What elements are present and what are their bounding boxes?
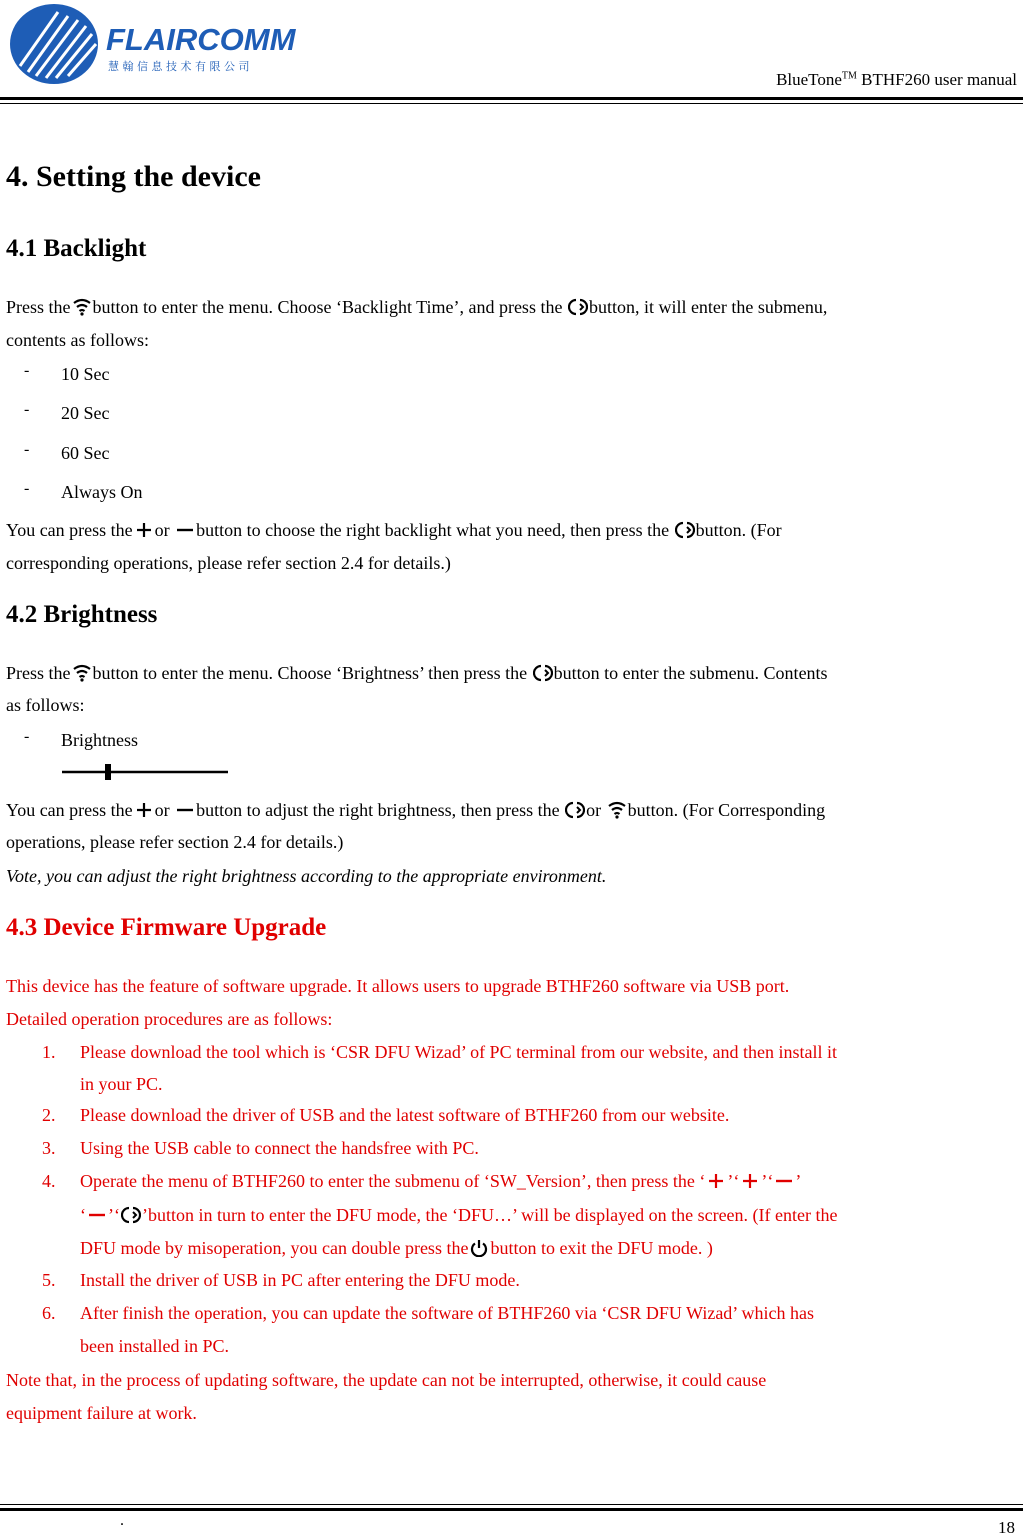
backlight-paragraph-2: You can press the or button to choose the right backlight what you need, then press the button. (For [6,520,782,540]
confirm-icon [533,664,553,682]
list-dash: - [24,362,30,379]
step-text: Please download the tool which is ‘CSR DFU Wizad’ of PC terminal from our website, and then install it [80,1042,838,1062]
step-text: in your PC. [80,1074,163,1094]
backlight-option: 10 Sec [61,364,110,384]
brightness-slider [62,762,230,782]
step-text: After finish the operation, you can update the software of BTHF260 via ‘CSR DFU Wizad’ which has [80,1303,814,1323]
backlight-option: Always On [61,482,143,502]
step-text: Using the USB cable to connect the handsfree with PC. [80,1138,479,1158]
step-text: DFU mode by misoperation, you can double press the button to exit the DFU mode. ) [80,1238,713,1258]
brightness-paragraph-1: Press the button to enter the menu. Choose ‘Brightness’ then press the button to enter the submenu. Contents [6,663,828,683]
page-number: 18 [998,1518,1015,1537]
list-dash: - [24,480,30,497]
step-number: 2. [42,1105,56,1125]
brightness-paragraph-1-cont: as follows: [6,695,85,715]
header-rule-thin [0,103,1023,104]
confirm-icon [675,521,695,539]
step-number: 3. [42,1138,56,1158]
step-number: 6. [42,1303,56,1323]
menu-icon [72,664,92,682]
plus-icon [134,801,154,819]
confirm-icon [565,801,585,819]
brightness-option: Brightness [61,730,139,750]
firmware-intro-2: Detailed operation procedures are as follows: [6,1009,333,1029]
backlight-paragraph-2-cont: corresponding operations, please refer section 2.4 for details.) [6,553,451,573]
minus-icon [175,521,195,539]
backlight-paragraph-1: Press the button to enter the menu. Choose ‘Backlight Time’, and press the button, it will enter the submenu, [6,297,828,317]
step-text: ‘ ’‘ ’button in turn to enter the DFU mode, the ‘DFU…’ will be displayed on the screen. (If enter the [80,1205,838,1225]
menu-icon [607,801,627,819]
list-dash: - [24,728,30,745]
step-number: 4. [42,1171,56,1191]
brightness-heading: 4.2 Brightness [6,601,158,628]
plus-icon [740,1172,760,1190]
logo-wordmark: FLAIRCOMM [106,22,296,57]
firmware-heading: 4.3 Device Firmware Upgrade [6,914,327,941]
section-title: 4. Setting the device [6,160,261,193]
minus-icon [774,1172,794,1190]
firmware-note-cont: equipment failure at work. [6,1403,197,1423]
document-title: BlueTone™ BTHF260 user manual [776,70,1017,89]
brightness-paragraph-2: You can press the or button to adjust the right brightness, then press the or button. (For Corresponding [6,800,826,820]
footer-rule-thick [0,1508,1023,1511]
confirm-icon [121,1206,141,1224]
plus-icon [134,521,154,539]
logo-chinese-name: 慧 翰 信 息 技 术 有 限 公 司 [108,60,250,73]
step-number: 5. [42,1270,56,1290]
step-text: been installed in PC. [80,1336,229,1356]
minus-icon [87,1206,107,1224]
minus-icon [175,801,195,819]
footer-mark: . [120,1512,124,1529]
backlight-paragraph-1-cont: contents as follows: [6,330,149,350]
firmware-intro: This device has the feature of software upgrade. It allows users to upgrade BTHF260 software via USB port. [6,976,790,996]
brightness-paragraph-2-cont: operations, please refer section 2.4 for details.) [6,832,344,852]
brightness-note: Vote, you can adjust the right brightness according to the appropriate environment. [6,866,607,886]
backlight-option: 60 Sec [61,443,110,463]
step-number: 1. [42,1042,56,1062]
backlight-option: 20 Sec [61,403,110,423]
backlight-heading: 4.1 Backlight [6,235,147,262]
plus-icon [706,1172,726,1190]
step-text: Operate the menu of BTHF260 to enter the submenu of ‘SW_Version’, then press the ‘ ’‘ ’‘ ’ [80,1171,802,1191]
flaircomm-logo [6,2,316,88]
brightness-slider-handle [105,764,111,780]
menu-icon [72,298,92,316]
power-icon [469,1239,489,1257]
step-text: Please download the driver of USB and the latest software of BTHF260 from our website. [80,1105,730,1125]
header-rule-thick [0,97,1023,100]
firmware-note: Note that, in the process of updating software, the update can not be interrupted, otherwise, it could cause [6,1370,767,1390]
footer-rule-thin [0,1504,1023,1505]
confirm-icon [568,298,588,316]
step-text: Install the driver of USB in PC after entering the DFU mode. [80,1270,520,1290]
list-dash: - [24,401,30,418]
list-dash: - [24,441,30,458]
